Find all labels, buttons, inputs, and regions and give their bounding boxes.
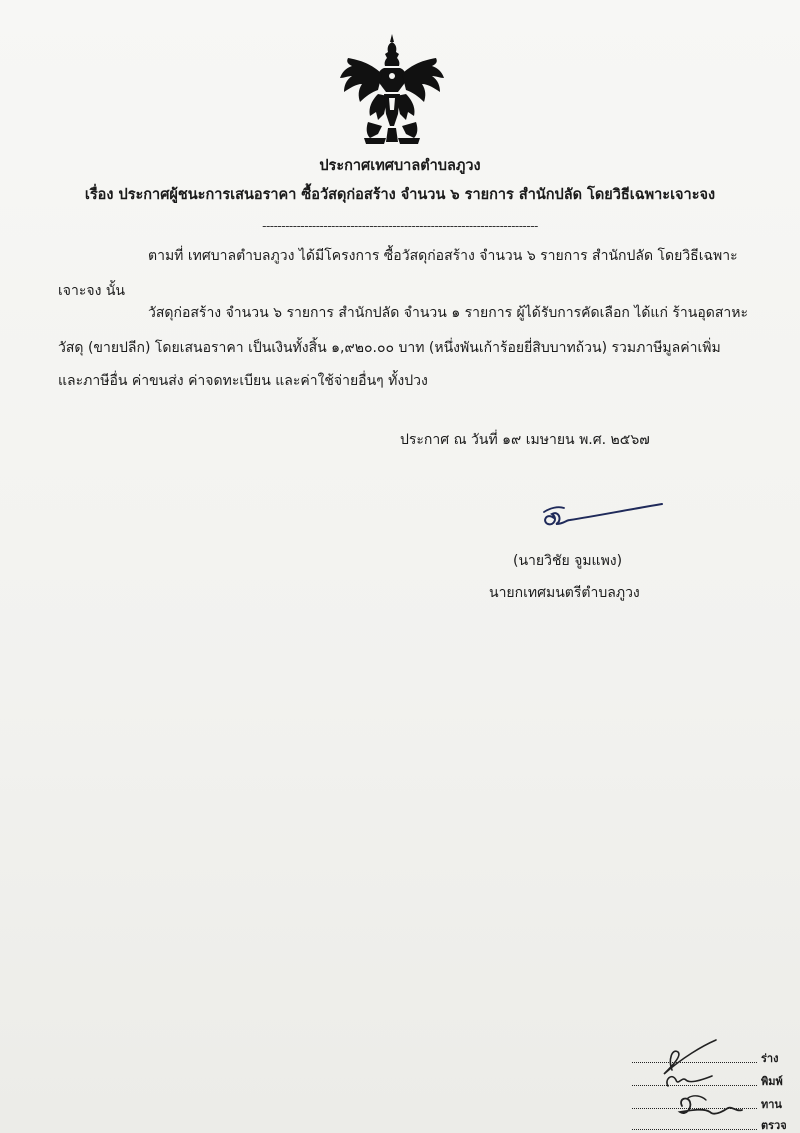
announcement-date: ประกาศ ณ วันที่ ๑๙ เมษายน พ.ศ. ๒๕๖๗: [400, 432, 650, 448]
separator-line: ------------------------------------------------------------------------: [262, 219, 538, 233]
signatory-name: (นายวิชัย จูมแพง): [513, 553, 623, 569]
initials-label-typed: พิมพ์: [761, 1075, 783, 1088]
initials-scrawl-icon: [642, 1036, 762, 1133]
initials-label-checked: ตรวจ: [761, 1119, 787, 1132]
paragraph-1-line-2: เจาะจง นั้น: [58, 283, 125, 299]
document-subject: เรื่อง ประกาศผู้ชนะการเสนอราคา ซื้อวัสดุก่อสร้าง จำนวน ๖ รายการ สำนักปลัด โดยวิธีเฉพาะเจาะจง: [84, 187, 716, 203]
initials-block: [612, 1036, 800, 1133]
garuda-emblem-icon: [338, 34, 446, 146]
document-org-title: ประกาศเทศบาลตำบลภูวง: [319, 158, 481, 174]
paragraph-2-line-2: วัสดุ (ขายปลีก) โดยเสนอราคา เป็นเงินทั้งสิ้น ๑,๙๒๐.๐๐ บาท (หนึ่งพันเก้าร้อยยี่สิบบาทถ้วน) รวมภาษีมูลค่าเพิ่ม: [58, 340, 721, 356]
signature-icon: [536, 496, 666, 536]
signatory-position: นายกเทศมนตรีตำบลภูวง: [489, 585, 640, 601]
paragraph-1-line-1: ตามที่ เทศบาลตำบลภูวง ได้มีโครงการ ซื้อวัสดุก่อสร้าง จำนวน ๖ รายการ สำนักปลัด โดยวิธีเฉพาะ: [148, 248, 738, 264]
paragraph-2-line-3: และภาษีอื่น ค่าขนส่ง ค่าจดทะเบียน และค่าใช้จ่ายอื่นๆ ทั้งปวง: [58, 373, 428, 389]
initials-label-proofread: ทาน: [761, 1098, 782, 1111]
initials-label-draft: ร่าง: [761, 1052, 779, 1065]
paragraph-2-line-1: วัสดุก่อสร้าง จำนวน ๖ รายการ สำนักปลัด จำนวน ๑ รายการ ผู้ได้รับการคัดเลือก ได้แก่ ร้านอุดสาหะ: [148, 305, 748, 321]
